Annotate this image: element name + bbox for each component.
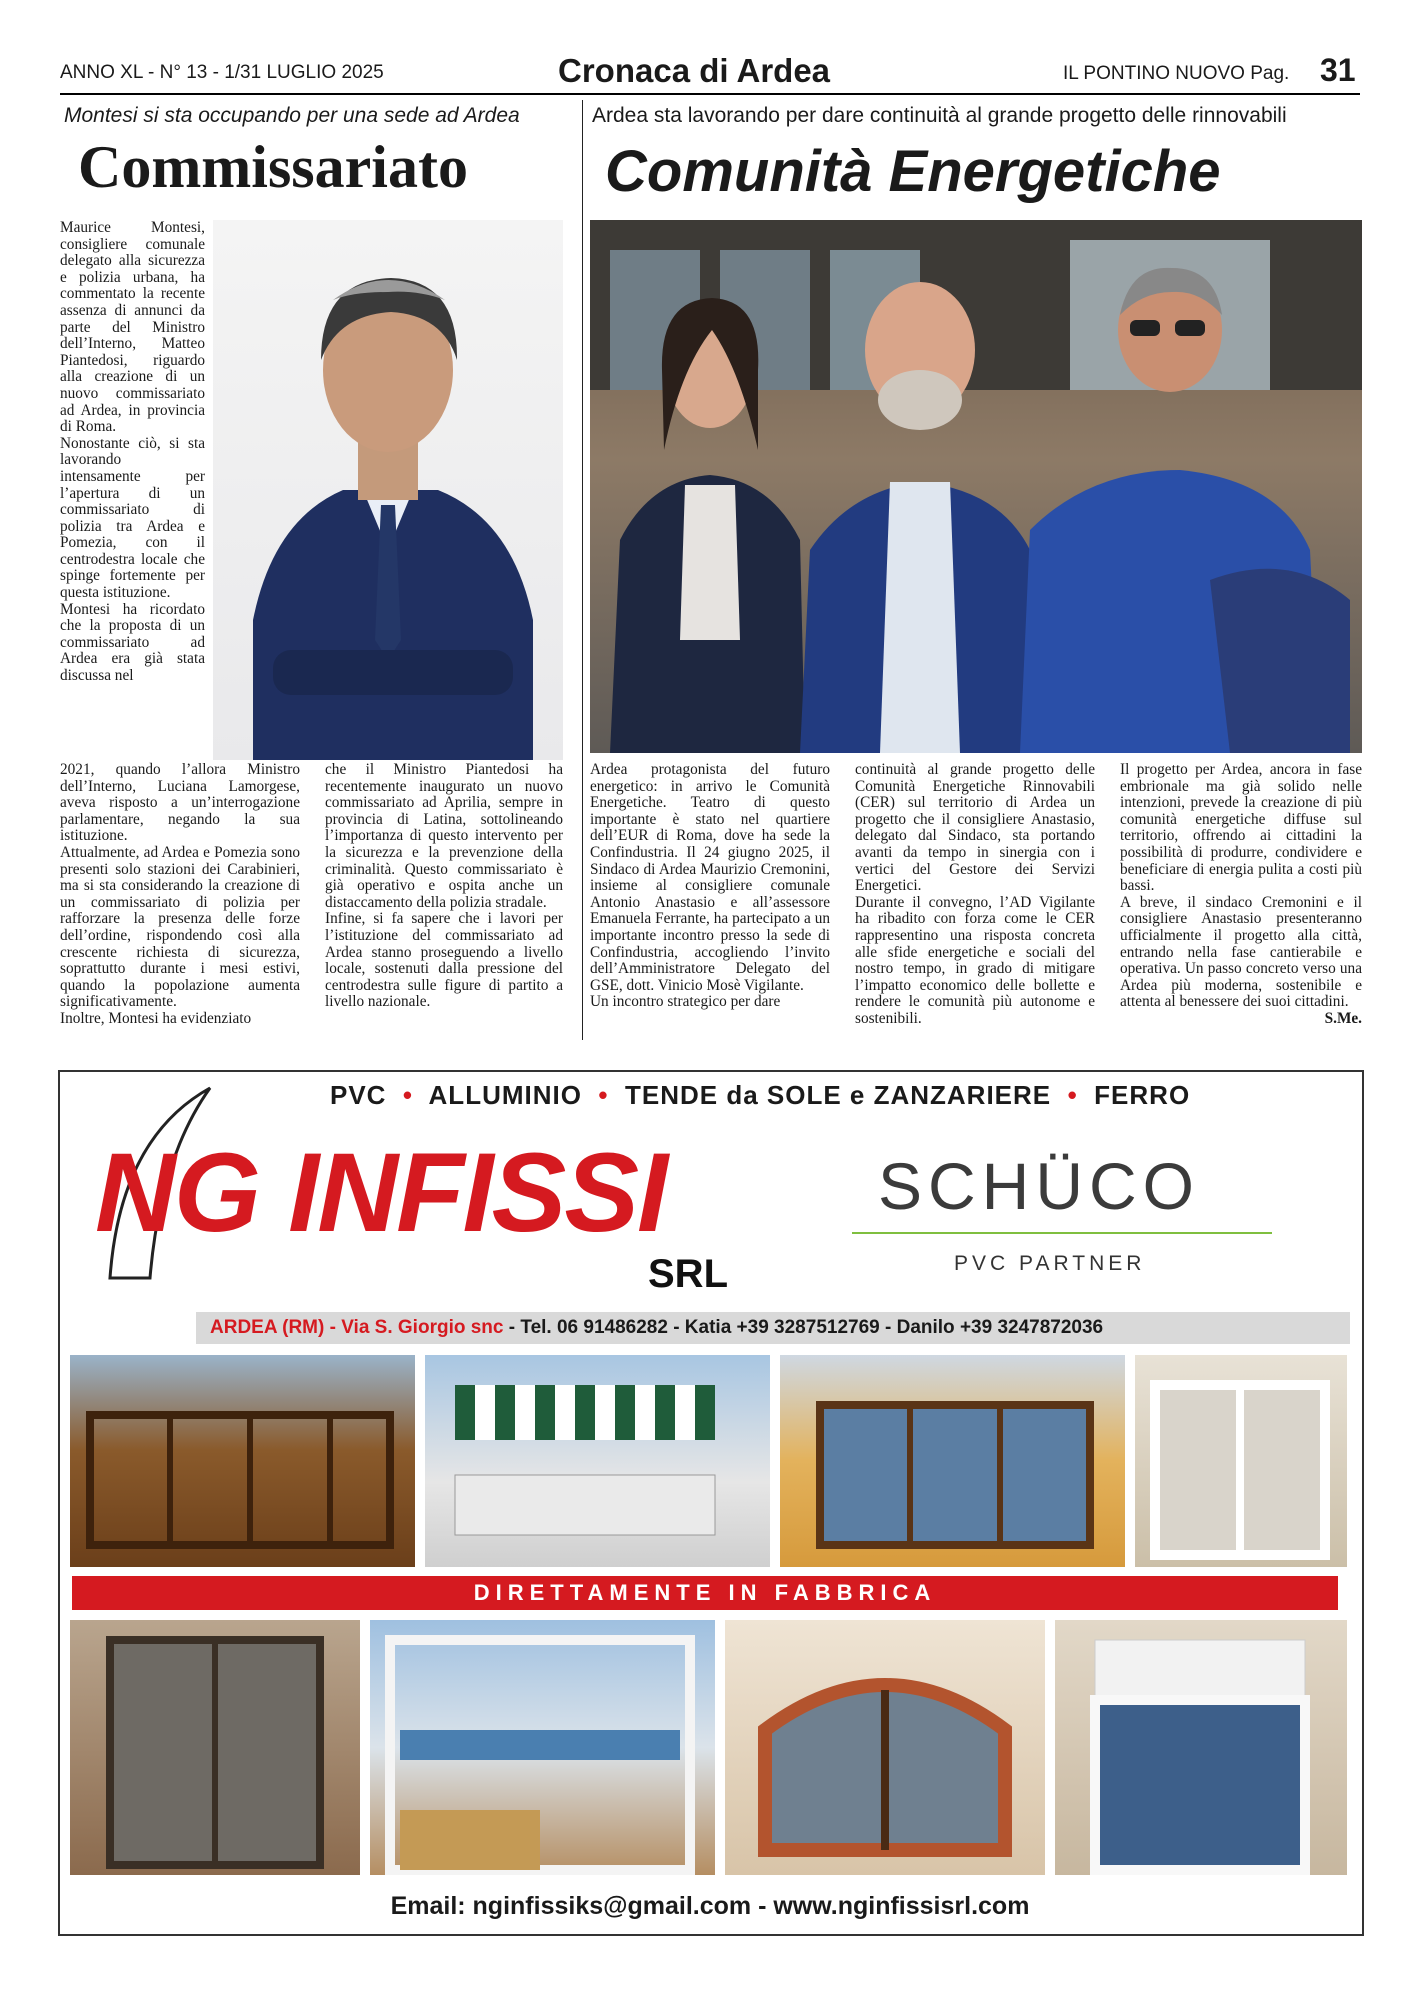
contact-bar (196, 1312, 1350, 1344)
bullet: • (1059, 1080, 1086, 1110)
right-body-column-2 (855, 762, 1095, 1028)
page-label: Pag. (1250, 63, 1290, 84)
phone-numbers: - Tel. 06 91486282 - Katia +39 3287512769 - Danilo +39 3247872036 (503, 1317, 1104, 1338)
left-kicker: Montesi si sta occupando per una sede ad Ardea (64, 104, 520, 127)
group-photo-illustration (590, 220, 1362, 753)
product-list (330, 1080, 1190, 1111)
ad-photo-shutter-window (1055, 1620, 1347, 1875)
address: ARDEA (RM) - Via S. Giorgio snc (210, 1317, 504, 1338)
left-intro-column (60, 220, 205, 685)
schuco-underline (852, 1232, 1272, 1234)
ng-infissi-logo: NG INFISSI (95, 1130, 667, 1255)
paragraph: Un incontro strategico per dare (590, 993, 781, 1011)
section-title: Cronaca di Ardea (558, 52, 831, 89)
arch-window-illustration (725, 1620, 1045, 1875)
author-signature: S.Me. (1324, 1009, 1362, 1027)
paper-name: IL PONTINO NUOVO (1063, 63, 1245, 84)
product-tende: TENDE da SOLE e ZANZARIERE (624, 1080, 1052, 1110)
paragraph: Ardea protagonista del futuro energetico: in arrivo le Comunità Energetiche. Teatro di questo importante è stato nel quartiere dell’EUR di Roma, dove ha sede la Confindustria. Il 24 giugno 2025, il Sindaco di Ardea Maurizio Cremonini, insieme al consigliere comunale Antonio Anastasio e all’assessore Emanuela Ferrante, ha partecipato a un importante incontro presso la sede di Confindustria, accogliendo l’invito dell’Amministratore Delegato del GSE, dott. Vinicio Mosè Vigilante. (590, 761, 830, 994)
paragraph: A breve, il sindaco Cremonini e il consigliere Anastasio presenteranno ufficialmente il progetto alla città, entrando nella fase cantierabile e operativa. Un passo concreto verso una Ardea più moderna, sostenibile e attenta al benessere dei suoi cittadini. (1120, 893, 1362, 1011)
shutter-window-illustration (1055, 1620, 1347, 1875)
masthead-paper (1063, 63, 1289, 85)
ad-photo-arch-window (725, 1620, 1045, 1875)
issue-info: ANNO XL - N° 13 - 1/31 LUGLIO 2025 (60, 62, 384, 83)
paragraph: Attualmente, ad Ardea e Pomezia sono presenti solo stazioni dei Carabinieri, ma si sta considerando la creazione di un commissariato di polizia per rafforzare la presenza delle forze dell’ordine, rispondendo così alla crescente richiesta di sicurezza, soprattutto durante i mesi estivi, quando la popolazione aumenta significativamente. (60, 843, 300, 1011)
paragraph: che il Ministro Piantedosi ha recentemente inaugurato un nuovo commissariato ad Aprilia, sempre in provincia di Latina, sottolineando l’importanza di questo intervento per la sicurezza e la prevenzione della criminalità. Questo commissariato è già operativo e ospita anche un distaccamento della polizia stradale. (325, 761, 563, 911)
paragraph: Infine, si fa sapere che i lavori per l’istituzione del commissariato ad Ardea stanno proseguendo a livello locale, sostenuti dalla pressione del centrodestra sulle figure di partito a livello nazionale. (325, 910, 563, 1011)
awning-illustration (425, 1355, 770, 1567)
paragraph: Il progetto per Ardea, ancora in fase embrionale ma già solido nelle intenzioni, prevede la creazione di più comunità energetiche diffuse sul territorio, offrendo ai cittadini la possibilità di produrre, condividere e beneficiare di energia pulita a costi più bassi. (1120, 761, 1362, 895)
product-pvc: PVC (330, 1080, 387, 1110)
ad-photo-sea-view (370, 1620, 715, 1875)
bullet: • (590, 1080, 617, 1110)
page-number: 31 (1320, 52, 1356, 88)
product-alluminio: ALLUMINIO (428, 1080, 582, 1110)
glass-veranda-illustration (780, 1355, 1125, 1567)
screen-door-illustration (70, 1620, 360, 1875)
portrait-photo (213, 220, 563, 760)
paragraph: Maurice Montesi, consigliere comunale delegato alla sicurezza e polizia urbana, ha commentato la recente assenza di annunci da parte del Ministro dell’Interno, Matteo Piantedosi, riguardo alla creazione di un nuovo commissariato ad Ardea, in provincia di Roma. (60, 219, 205, 436)
ad-photo-awning (425, 1355, 770, 1567)
schuco-logo: SCHÜCO (878, 1149, 1201, 1223)
header-rule (60, 93, 1360, 95)
white-window-illustration (1135, 1355, 1347, 1567)
sea-view-illustration (370, 1620, 715, 1875)
paragraph: Nonostante ciò, si sta lavorando intensamente per l’apertura di un commissariato di polizia tra Ardea e Pomezia, con il centrodestra locale che spinge fortemente per questa istituzione. (60, 434, 205, 602)
column-divider (582, 100, 583, 1040)
ad-photo-veranda-wood (70, 1355, 415, 1567)
left-body-column-1 (60, 762, 300, 1028)
email-website[interactable]: Email: nginfissiks@gmail.com - www.nginfissisrl.com (390, 1892, 1030, 1920)
paragraph: Montesi ha ricordato che la proposta di un commissariato ad Ardea era già stata discussa nel (60, 600, 205, 685)
right-body-column-1 (590, 762, 830, 1011)
right-kicker: Ardea sta lavorando per dare continuità al grande progetto delle rinnovabili (592, 104, 1287, 127)
right-body-column-3 (1120, 762, 1362, 1028)
product-ferro: FERRO (1094, 1080, 1191, 1110)
paragraph: 2021, quando l’allora Ministro dell’Interno, Luciana Lamorgese, aveva risposto a un’interrogazione parlamentare, negando la sua istituzione. (60, 761, 300, 845)
group-photo (590, 220, 1362, 753)
paragraph: Inoltre, Montesi ha evidenziato (60, 1009, 252, 1027)
pvc-partner-tag: PVC PARTNER (954, 1252, 1146, 1275)
left-headline: Commissariato (78, 134, 468, 200)
paragraph: continuità al grande progetto delle Comunità Energetiche Rinnovabili (CER) sul territorio di Ardea un progetto che il consigliere Anastasio, delegato dal Sindaco, sta portando avanti da tempo in sinergia con i vertici del Gestore dei Servizi Energetici. (855, 761, 1095, 895)
ad-photo-glass-veranda (780, 1355, 1125, 1567)
portrait-illustration (213, 220, 563, 760)
bullet: • (394, 1080, 422, 1110)
ad-photo-screen-door (70, 1620, 360, 1875)
ad-photo-white-window (1135, 1355, 1347, 1567)
left-body-column-2 (325, 762, 563, 1011)
slogan-bar: DIRETTAMENTE IN FABBRICA (72, 1576, 1338, 1610)
veranda-wood-illustration (70, 1355, 415, 1567)
paragraph: Durante il convegno, l’AD Vigilante ha ribadito con forza come le CER rappresentino una risposta concreta alle sfide energetiche e sociali del nostro tempo, in grado di mitigare l’impatto economico delle bollette e rendere le comunità più autonome e sostenibili. (855, 893, 1095, 1027)
right-headline: Comunità Energetiche (605, 139, 1221, 204)
srl-logo-text: SRL (648, 1252, 728, 1296)
